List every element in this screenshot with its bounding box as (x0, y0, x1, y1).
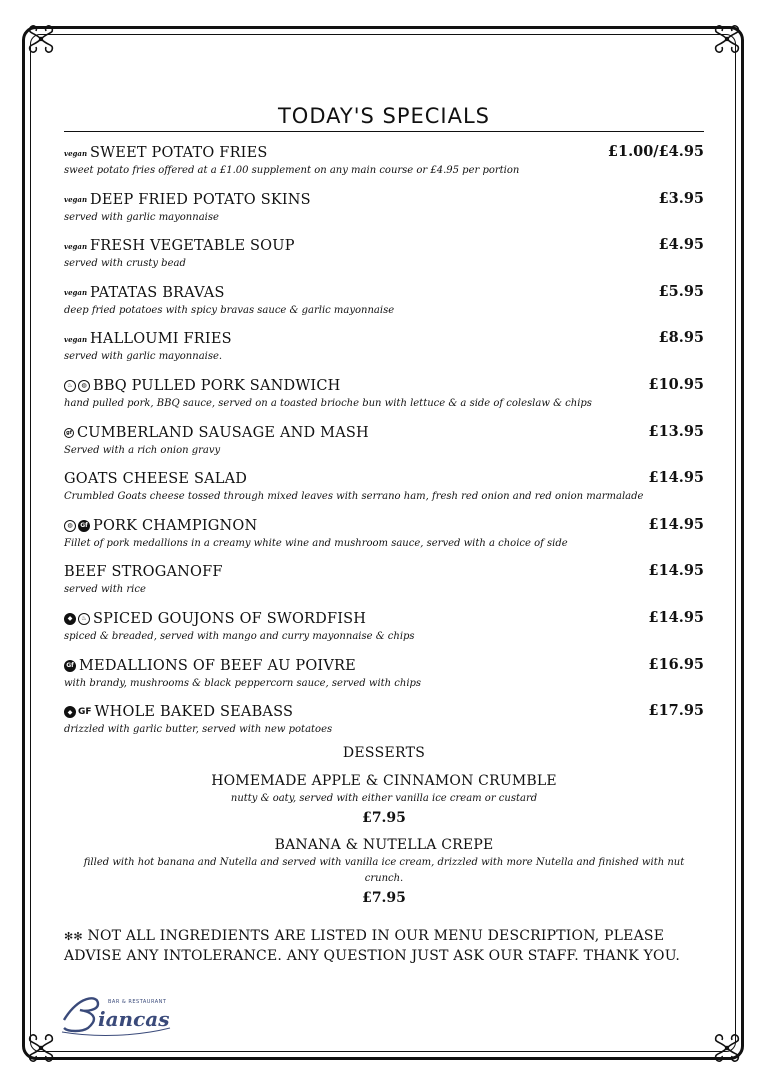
item-price: £5.95 (658, 282, 704, 300)
item-price: £3.95 (658, 189, 704, 207)
gluten-free-icon: gf (64, 428, 74, 438)
item-price: £8.95 (658, 329, 704, 347)
item-name: WHOLE BAKED SEABASS (94, 704, 294, 721)
item-name: CUMBERLAND SAUSAGE AND MASH (77, 424, 369, 441)
note-text: NOT ALL INGREDIENTS ARE LISTED IN OUR MENU DESCRIPTION, PLEASE ADVISE ANY INTOLERANCE. ANY QUESTION JUST ASK OUR STAFF. THANK YOU. (64, 928, 681, 964)
dessert-name: BANANA & NUTELLA CREPE (274, 837, 494, 853)
item-description: drizzled with garlic butter, served with new potatoes (64, 724, 333, 736)
dietary-badges (64, 194, 87, 206)
spicy-icon: ♨ (78, 613, 90, 625)
vegan-icon: vegan (64, 288, 88, 298)
title-divider (64, 131, 704, 132)
dietary-badges (64, 333, 87, 345)
corner-ornament-icon (710, 1031, 744, 1065)
item-description: deep fried potatoes with spicy bravas sauce & garlic mayonnaise (64, 304, 395, 316)
item-description: spiced & breaded, served with mango and curry mayonnaise & chips (64, 630, 415, 642)
item-description: Fillet of pork medallions in a creamy white wine and mushroom sauce, served with a choice of side (64, 537, 568, 549)
menu-item (64, 656, 704, 703)
item-price: £10.95 (648, 375, 704, 393)
specials-list (64, 143, 704, 749)
page-title: TODAY'S SPECIALS (277, 104, 490, 128)
menu-item (64, 190, 704, 237)
dessert-price: £7.95 (362, 810, 406, 826)
corner-ornament-icon (24, 22, 58, 56)
item-name: HALLOUMI FRIES (90, 331, 232, 348)
gluten-free-icon: Gf (64, 660, 76, 672)
gluten-free-icon: Gf (78, 520, 90, 532)
fish-icon: ◆ (64, 706, 76, 718)
item-name: PORK CHAMPIGNON (93, 517, 258, 534)
dietary-badges (64, 240, 87, 252)
desserts-heading: DESSERTS (342, 745, 426, 761)
allergen-icon: ◍ (64, 520, 76, 532)
dietary-badges (64, 147, 87, 159)
menu-item (64, 376, 704, 423)
item-price: £14.95 (648, 469, 704, 487)
allergen-icon: ◍ (78, 380, 90, 392)
menu-item (64, 702, 704, 749)
menu-item (64, 562, 704, 609)
item-price: £1.00/£4.95 (607, 143, 704, 160)
dessert-item (64, 837, 704, 906)
item-name: SWEET POTATO FRIES (90, 145, 268, 161)
item-description: with brandy, mushrooms & black peppercorn sauce, served with chips (64, 677, 422, 689)
allergen-note (64, 927, 704, 966)
asterisk-icon: ✻✻ (64, 930, 83, 943)
item-name: MEDALLIONS OF BEEF AU POIVRE (79, 657, 356, 674)
menu-item (64, 329, 704, 376)
item-price: £4.95 (658, 236, 704, 254)
vegan-icon: vegan (64, 148, 88, 158)
corner-ornament-icon (710, 22, 744, 56)
item-price: £16.95 (648, 655, 704, 673)
dietary-badges (64, 706, 92, 718)
menu-item (64, 516, 704, 563)
item-description: Crumbled Goats cheese tossed through mixed leaves with serrano ham, fresh red onion and red onion marmalade (64, 491, 644, 503)
dietary-badges (64, 287, 87, 299)
dessert-description: nutty & oaty, served with either vanilla ice cream or custard (230, 793, 538, 804)
dessert-description: filled with hot banana and Nutella and served with vanilla ice cream, drizzled with more Nutella and finished with nut crunch. (83, 857, 685, 884)
item-name: BEEF STROGANOFF (64, 564, 223, 581)
item-name: SPICED GOUJONS OF SWORDFISH (93, 610, 367, 627)
item-price: £14.95 (648, 562, 704, 580)
gluten-free-icon: GF (78, 707, 92, 718)
item-name: BBQ PULLED PORK SANDWICH (93, 377, 341, 394)
menu-item (64, 236, 704, 283)
dessert-item (64, 773, 704, 826)
menu-item (64, 469, 704, 516)
vegan-icon: vegan (64, 195, 88, 205)
dietary-badges (64, 660, 76, 672)
item-name: GOATS CHEESE SALAD (64, 471, 248, 488)
menu-item (64, 283, 704, 330)
vegan-icon: vegan (64, 241, 88, 251)
item-price: £13.95 (648, 422, 704, 440)
menu-item (64, 143, 704, 190)
menu-item (64, 609, 704, 656)
menu-item (64, 423, 704, 470)
item-description: served with crusty bead (64, 258, 186, 270)
corner-ornament-icon (24, 1031, 58, 1065)
item-name: DEEP FRIED POTATO SKINS (90, 191, 311, 208)
fish-icon: ◆ (64, 613, 76, 625)
item-name: FRESH VEGETABLE SOUP (90, 238, 295, 255)
desserts-section (64, 745, 704, 917)
svg-text:BAR & RESTAURANT: BAR & RESTAURANT (108, 999, 167, 1005)
item-price: £14.95 (648, 608, 704, 626)
dietary-badges (64, 520, 90, 532)
dietary-badges (64, 380, 90, 392)
item-description: sweet potato fries offered at a £1.00 supplement on any main course or £4.95 per portion (64, 165, 520, 176)
spicy-icon: ♨ (64, 380, 76, 392)
item-price: £17.95 (648, 702, 704, 720)
biancas-logo (58, 990, 178, 1038)
item-description: Served with a rich onion gravy (64, 444, 221, 456)
dessert-price: £7.95 (362, 890, 406, 906)
item-description: served with garlic mayonnaise. (64, 351, 223, 363)
item-price: £14.95 (648, 515, 704, 533)
vegan-icon: vegan (64, 334, 88, 344)
item-name: PATATAS BRAVAS (90, 284, 225, 301)
svg-text:iancas: iancas (98, 1007, 170, 1031)
item-description: hand pulled pork, BBQ sauce, served on a toasted brioche bun with lettuce & a side of coleslaw & chips (64, 397, 592, 409)
item-description: served with rice (64, 584, 146, 596)
dessert-name: HOMEMADE APPLE & CINNAMON CRUMBLE (211, 773, 557, 789)
dietary-badges (64, 613, 90, 625)
dietary-badges (64, 428, 74, 438)
item-description: served with garlic mayonnaise (64, 211, 219, 223)
